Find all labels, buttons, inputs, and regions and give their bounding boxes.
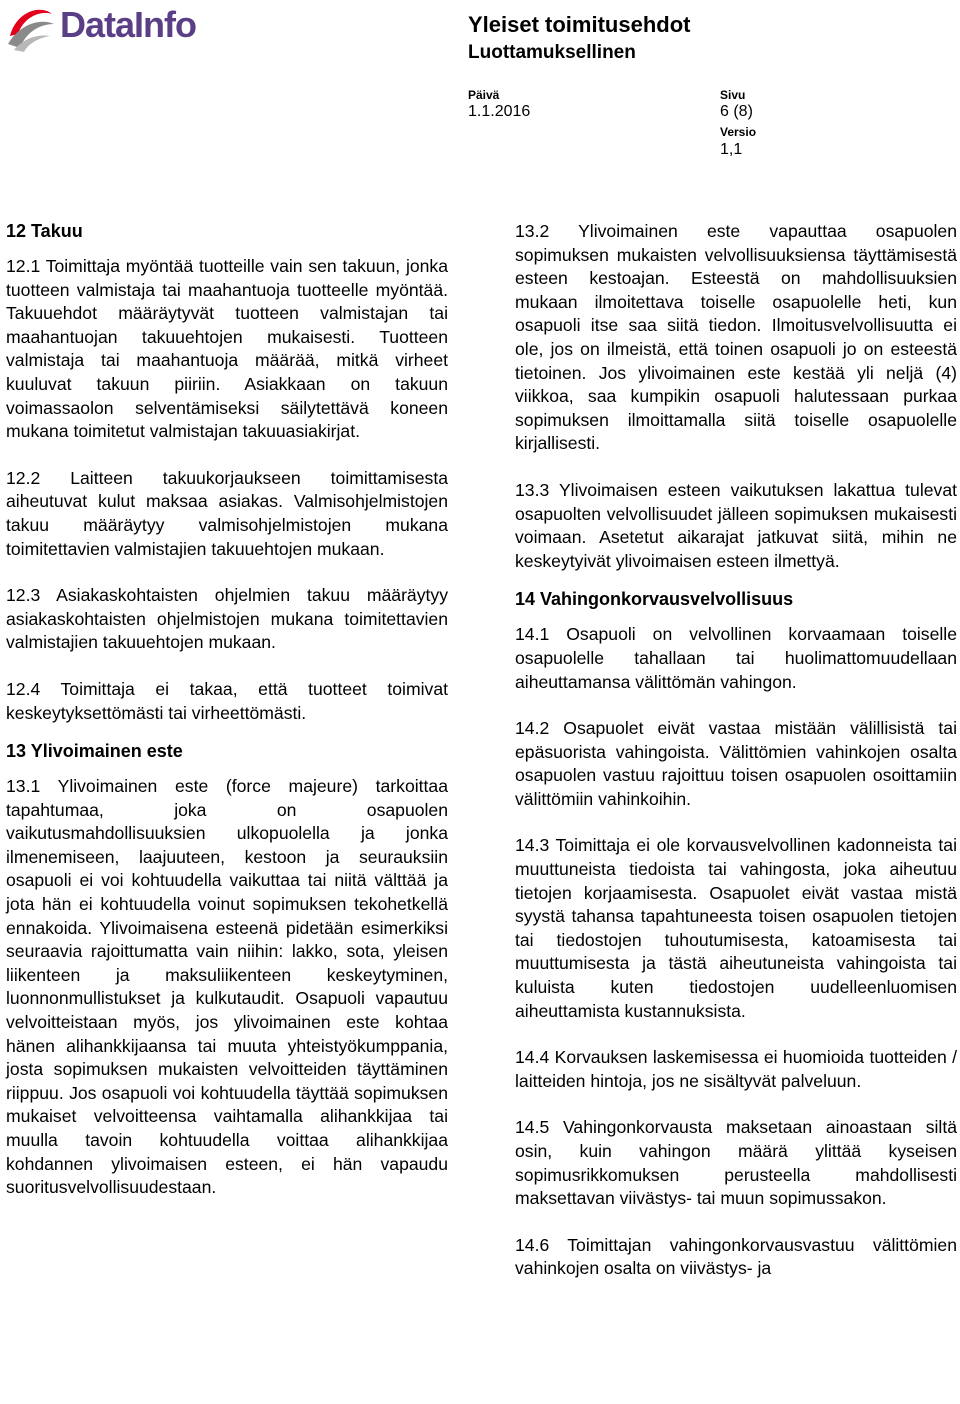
paragraph-14-6: 14.6 Toimittajan vahingonkorvausvastuu välittömien vahinkojen osalta on viivästys- ja: [515, 1234, 957, 1279]
page-value: 6 (8): [720, 103, 753, 120]
section-heading-14: 14 Vahingonkorvausvelvollisuus: [515, 589, 794, 610]
paragraph-14-2: 14.2 Osapuolet eivät vastaa mistään välillisistä tai epäsuorista vahingoista. Välittömien vahinkojen osalta osapuolen vastuu rajoittuu toisen osapuolen osoittamiin välittömiin vahinkoihin.: [515, 718, 957, 809]
logo-wordmark: DataInfo: [60, 4, 196, 45]
logo-swoosh-icon: [6, 4, 56, 54]
paragraph-12-1: 12.1 Toimittaja myöntää tuotteille vain sen takuun, jonka tuotteen valmistaja tai maahantuoja tuotteelle myöntää. Takuuehdot määräytyvät tuotteen valmistajan tai maahantuojan takuuehtojen mukaisesti. Tuotteen valmistaja tai maahantuoja määrää, mitkä virheet kuuluvat takuun piiriin. Asiakkaan on takuun voimassaolon selventämiseksi säilytettävä koneen mukana toimitetut valmistajan takuuasiakirjat.: [6, 256, 448, 442]
version-value: 1,1: [720, 141, 743, 158]
paragraph-14-5: 14.5 Vahingonkorvausta maksetaan ainoastaan siltä osin, kuin vahingon määrä ylittää kyseisen sopimusrikkomuksen perusteella mahdollisesti maksettavan viivästys- tai muun sopimussakon.: [515, 1117, 957, 1209]
paragraph-14-4: 14.4 Korvauksen laskemisessa ei huomioida tuotteiden / laitteiden hintoja, jos ne sisältyvät palveluun.: [515, 1047, 957, 1091]
paragraph-13-2: 13.2 Ylivoimainen este vapauttaa osapuolen sopimuksen mukaisten velvollisuuksiensa täyttämisestä esteen kestoajan. Esteestä on mahdollisuuksien mukaan ilmoitettava toiselle osapuolelle heti, kun osapuoli itse saa siitä tiedon. Ilmoitusvelvollisuutta ei ole, jos on ilmeistä, että toinen osapuoli jo on esteestä tietoinen. Jos ylivoimainen este kestää yli neljä (4) viikkoa, saa kumpikin osapuoli halutessaan purkaa sopimuksen ilmoittamalla siitä toiselle osapuolelle kirjallisesti.: [515, 221, 957, 454]
document-title: Yleiset toimitusehdot: [468, 12, 691, 37]
section-heading-13: 13 Ylivoimainen este: [6, 741, 183, 762]
company-logo: [6, 2, 228, 58]
paragraph-14-3: 14.3 Toimittaja ei ole korvausvelvollinen kadonneista tai muuttuneista tiedoista tai vahingosta, joka aiheutuu tietojen korjaamisesta. Osapuolet eivät vastaa mistä syystä tahansa tapahtuneesta toisen osapuolen tietojen tai tiedostojen tuhoutumisesta, katoamisesta tai muuttumisesta ja tästä aiheutuneista vahingoista tai kuluista kuten tiedostojen uudelleenluomisen aiheuttamista kustannuksista.: [515, 835, 957, 1021]
paragraph-13-3: 13.3 Ylivoimaisen esteen vaikutuksen lakattua tulevat osapuolten velvollisuudet jälleen sopimuksen mukaisesti voimaan. Asetetut aikarajat jatkuvat siitä, mihin ne keskeytyivät ylivoimaisen esteen ilmettyä.: [515, 479, 957, 571]
page-label: Sivu: [720, 88, 746, 102]
date-label: Päivä: [468, 88, 500, 102]
paragraph-12-4: 12.4 Toimittaja ei takaa, että tuotteet toimivat keskeytyksettömästi tai virheettömästi.: [6, 678, 448, 723]
section-heading-12: 12 Takuu: [6, 221, 83, 241]
paragraph-12-3: 12.3 Asiakaskohtaisten ohjelmien takuu määräytyy asiakaskohtaisten ohjelmistojen mukana toimitettavien valmistajien takuuehtojen mukaan.: [6, 585, 448, 653]
version-label: Versio: [720, 125, 757, 139]
date-value: 1.1.2016: [468, 103, 531, 120]
paragraph-12-2: 12.2 Laitteen takuukorjaukseen toimittamisesta aiheutuvat kulut maksaa asiakas. Valmisohjelmistojen takuu määräytyy valmisohjelmistojen mukana toimitettavien valmistajien takuuehtojen mukaan.: [6, 467, 448, 559]
confidentiality-label: Luottamuksellinen: [468, 42, 636, 63]
paragraph-14-1: 14.1 Osapuoli on velvollinen korvaamaan toiselle osapuolelle tahallaan tai huolimattomuudellaan aiheuttamansa välittömän vahingon.: [515, 624, 957, 692]
right-column: [515, 220, 957, 1304]
paragraph-13-1: 13.1 Ylivoimainen este (force majeure) tarkoittaa tapahtumaa, joka on osapuolen vaikutusmahdollisuuksien ulkopuolella ja jonka ilmenemiseen, laajuuteen, kestoon ja seurauksiin osapuoli ei voi kohtuudella vaikuttaa tai niitä välttää ja jota hän ei kohtuudella voinut sopimuksen tekohetkellä ennakoida. Ylivoimaisena esteenä pidetään esimerkiksi seuraavia rajoittumatta vain niihin: lakko, sota, yleisen liikenteen ja maksuliikenteen keskeytyminen, luonnonmullistukset ja kulkutaudit. Osapuoli vapautuu velvoitteistaan myös, jos ylivoimainen este kohtaa hänen alihankkijaansa tai muuta yhteistyökumppania, josta sopimuksen mukaisten velvoitteiden täyttäminen riippuu. Jos osapuoli voi kohtuudella täyttää sopimuksen mukaiset velvoitteensa vaihtamalla alihankkijaa tai muulla tavoin kohtuudella voittaa alihankkijaa kohdannen ylivoimaisen esteen, ei hän vapaudu suoritusvelvollisuudestaan.: [6, 776, 448, 1198]
left-column: [6, 220, 448, 1223]
